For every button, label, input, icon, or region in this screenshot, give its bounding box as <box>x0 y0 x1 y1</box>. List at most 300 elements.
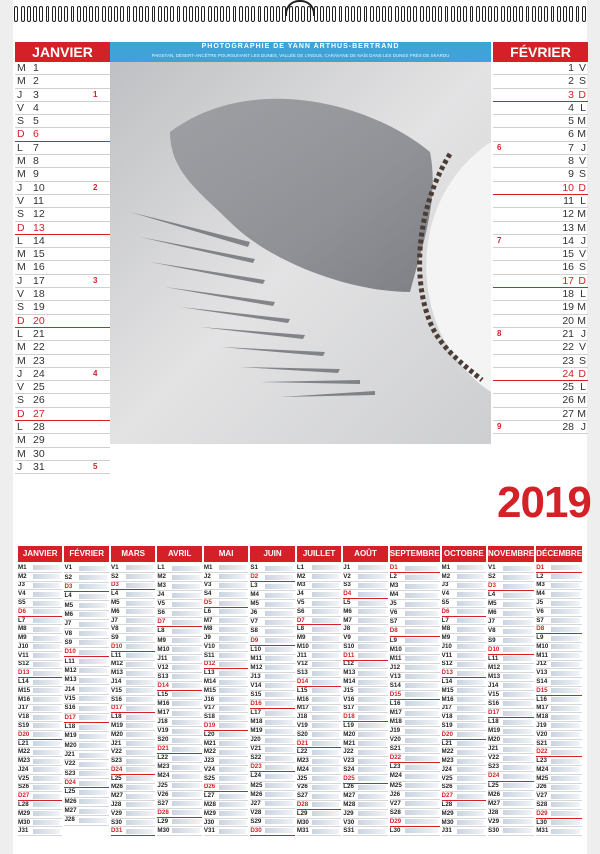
day-cell[interactable] <box>111 748 155 757</box>
day-cell[interactable] <box>390 772 440 781</box>
day-row[interactable] <box>493 155 588 168</box>
day-cell[interactable] <box>442 784 486 793</box>
day-cell[interactable] <box>343 731 387 740</box>
day-cell[interactable] <box>111 669 155 678</box>
day-cell[interactable] <box>343 617 387 626</box>
day-cell[interactable] <box>18 661 62 670</box>
day-cell[interactable] <box>18 573 62 582</box>
day-row[interactable] <box>15 222 110 235</box>
day-row[interactable] <box>15 341 110 354</box>
day-cell[interactable] <box>64 648 108 657</box>
day-cell[interactable] <box>488 682 534 691</box>
day-cell[interactable] <box>536 705 582 714</box>
day-cell[interactable] <box>343 722 387 731</box>
day-cell[interactable] <box>343 678 387 687</box>
day-cell[interactable] <box>390 800 440 809</box>
day-cell[interactable] <box>536 669 582 678</box>
day-cell[interactable] <box>111 775 155 784</box>
day-cell[interactable] <box>536 810 582 819</box>
day-cell[interactable] <box>488 627 534 636</box>
day-row[interactable] <box>15 248 110 261</box>
day-row[interactable] <box>493 315 588 328</box>
day-cell[interactable] <box>204 784 248 793</box>
day-cell[interactable] <box>442 827 486 836</box>
day-row[interactable] <box>15 381 110 394</box>
day-cell[interactable] <box>18 784 62 793</box>
day-row[interactable] <box>15 355 110 368</box>
day-cell[interactable] <box>18 766 62 775</box>
day-cell[interactable] <box>297 819 341 828</box>
day-cell[interactable] <box>488 609 534 618</box>
day-cell[interactable] <box>64 760 108 769</box>
day-cell[interactable] <box>250 700 294 709</box>
day-cell[interactable] <box>343 590 387 599</box>
day-row[interactable] <box>15 235 110 248</box>
day-row[interactable] <box>15 461 110 474</box>
day-cell[interactable] <box>343 766 387 775</box>
day-cell[interactable] <box>442 669 486 678</box>
day-row[interactable] <box>15 62 110 75</box>
day-cell[interactable] <box>204 705 248 714</box>
day-cell[interactable] <box>250 736 294 745</box>
day-cell[interactable] <box>111 634 155 643</box>
day-cell[interactable] <box>297 827 341 836</box>
day-cell[interactable] <box>442 801 486 810</box>
day-cell[interactable] <box>390 809 440 818</box>
day-cell[interactable] <box>343 748 387 757</box>
day-cell[interactable] <box>488 791 534 800</box>
day-cell[interactable] <box>488 673 534 682</box>
day-cell[interactable] <box>64 676 108 685</box>
day-cell[interactable] <box>204 827 248 836</box>
day-cell[interactable] <box>488 718 534 727</box>
day-row[interactable] <box>15 182 110 195</box>
day-cell[interactable] <box>204 687 248 696</box>
day-cell[interactable] <box>390 700 440 709</box>
day-cell[interactable] <box>297 801 341 810</box>
day-cell[interactable] <box>390 673 440 682</box>
day-row[interactable] <box>493 89 588 102</box>
day-cell[interactable] <box>250 627 294 636</box>
day-cell[interactable] <box>157 754 201 763</box>
day-row[interactable] <box>493 341 588 354</box>
day-cell[interactable] <box>111 766 155 775</box>
day-cell[interactable] <box>64 788 108 797</box>
day-cell[interactable] <box>250 782 294 791</box>
day-row[interactable] <box>493 328 588 341</box>
day-cell[interactable] <box>536 722 582 731</box>
day-cell[interactable] <box>18 810 62 819</box>
day-cell[interactable] <box>488 691 534 700</box>
day-cell[interactable] <box>64 685 108 694</box>
day-cell[interactable] <box>157 763 201 772</box>
day-row[interactable] <box>493 115 588 128</box>
day-cell[interactable] <box>343 775 387 784</box>
day-cell[interactable] <box>536 661 582 670</box>
day-cell[interactable] <box>111 582 155 591</box>
day-cell[interactable] <box>111 713 155 722</box>
day-cell[interactable] <box>390 754 440 763</box>
day-cell[interactable] <box>488 818 534 827</box>
day-cell[interactable] <box>488 582 534 591</box>
day-cell[interactable] <box>442 819 486 828</box>
day-cell[interactable] <box>64 667 108 676</box>
day-cell[interactable] <box>64 807 108 816</box>
day-cell[interactable] <box>64 592 108 601</box>
day-cell[interactable] <box>297 634 341 643</box>
day-cell[interactable] <box>111 573 155 582</box>
day-cell[interactable] <box>297 784 341 793</box>
day-row[interactable] <box>15 75 110 88</box>
day-cell[interactable] <box>250 573 294 582</box>
day-cell[interactable] <box>343 784 387 793</box>
day-cell[interactable] <box>488 772 534 781</box>
day-cell[interactable] <box>442 643 486 652</box>
day-cell[interactable] <box>18 652 62 661</box>
day-cell[interactable] <box>157 800 201 809</box>
day-cell[interactable] <box>343 608 387 617</box>
day-cell[interactable] <box>390 582 440 591</box>
day-cell[interactable] <box>390 646 440 655</box>
day-cell[interactable] <box>64 620 108 629</box>
day-cell[interactable] <box>390 591 440 600</box>
day-cell[interactable] <box>442 713 486 722</box>
day-cell[interactable] <box>390 618 440 627</box>
day-cell[interactable] <box>18 634 62 643</box>
day-cell[interactable] <box>390 818 440 827</box>
day-cell[interactable] <box>111 696 155 705</box>
day-cell[interactable] <box>343 625 387 634</box>
day-cell[interactable] <box>297 573 341 582</box>
day-cell[interactable] <box>18 792 62 801</box>
day-cell[interactable] <box>250 682 294 691</box>
day-cell[interactable] <box>18 643 62 652</box>
day-cell[interactable] <box>250 791 294 800</box>
day-cell[interactable] <box>297 652 341 661</box>
day-cell[interactable] <box>204 590 248 599</box>
day-cell[interactable] <box>343 669 387 678</box>
day-cell[interactable] <box>111 661 155 670</box>
day-cell[interactable] <box>536 819 582 828</box>
day-cell[interactable] <box>157 682 201 691</box>
day-cell[interactable] <box>390 664 440 673</box>
day-row[interactable] <box>493 261 588 274</box>
day-cell[interactable] <box>488 745 534 754</box>
day-cell[interactable] <box>488 618 534 627</box>
day-row[interactable] <box>15 261 110 274</box>
day-row[interactable] <box>15 315 110 328</box>
day-row[interactable] <box>493 288 588 301</box>
day-row[interactable] <box>15 394 110 407</box>
day-cell[interactable] <box>64 723 108 732</box>
day-cell[interactable] <box>536 792 582 801</box>
day-cell[interactable] <box>157 809 201 818</box>
day-cell[interactable] <box>536 748 582 757</box>
day-cell[interactable] <box>64 732 108 741</box>
day-row[interactable] <box>493 222 588 235</box>
day-row[interactable] <box>493 394 588 407</box>
day-row[interactable] <box>493 235 588 248</box>
day-cell[interactable] <box>157 582 201 591</box>
day-row[interactable] <box>493 368 588 381</box>
day-row[interactable] <box>493 75 588 88</box>
day-cell[interactable] <box>297 564 341 573</box>
day-cell[interactable] <box>488 655 534 664</box>
day-cell[interactable] <box>204 766 248 775</box>
day-cell[interactable] <box>18 775 62 784</box>
day-cell[interactable] <box>343 819 387 828</box>
day-cell[interactable] <box>343 740 387 749</box>
day-cell[interactable] <box>390 782 440 791</box>
day-cell[interactable] <box>442 661 486 670</box>
day-cell[interactable] <box>111 731 155 740</box>
day-row[interactable] <box>15 288 110 301</box>
day-cell[interactable] <box>390 600 440 609</box>
day-cell[interactable] <box>18 564 62 573</box>
day-cell[interactable] <box>488 709 534 718</box>
day-cell[interactable] <box>343 643 387 652</box>
day-cell[interactable] <box>250 591 294 600</box>
day-cell[interactable] <box>297 696 341 705</box>
day-cell[interactable] <box>111 608 155 617</box>
day-cell[interactable] <box>204 617 248 626</box>
day-cell[interactable] <box>488 591 534 600</box>
day-cell[interactable] <box>390 609 440 618</box>
day-cell[interactable] <box>488 800 534 809</box>
day-cell[interactable] <box>390 745 440 754</box>
day-cell[interactable] <box>488 646 534 655</box>
day-row[interactable] <box>493 182 588 195</box>
day-cell[interactable] <box>157 691 201 700</box>
day-cell[interactable] <box>111 792 155 801</box>
day-cell[interactable] <box>18 819 62 828</box>
day-cell[interactable] <box>297 669 341 678</box>
day-cell[interactable] <box>390 709 440 718</box>
day-cell[interactable] <box>111 590 155 599</box>
day-cell[interactable] <box>297 740 341 749</box>
day-cell[interactable] <box>297 731 341 740</box>
day-cell[interactable] <box>204 757 248 766</box>
day-row[interactable] <box>493 408 588 421</box>
day-cell[interactable] <box>18 599 62 608</box>
day-cell[interactable] <box>111 801 155 810</box>
day-cell[interactable] <box>111 810 155 819</box>
day-cell[interactable] <box>343 792 387 801</box>
day-cell[interactable] <box>204 599 248 608</box>
day-cell[interactable] <box>297 643 341 652</box>
day-row[interactable] <box>493 381 588 394</box>
day-cell[interactable] <box>204 740 248 749</box>
day-cell[interactable] <box>297 590 341 599</box>
day-row[interactable] <box>15 102 110 115</box>
day-cell[interactable] <box>157 591 201 600</box>
day-cell[interactable] <box>18 731 62 740</box>
day-cell[interactable] <box>343 634 387 643</box>
day-cell[interactable] <box>536 827 582 836</box>
day-cell[interactable] <box>18 678 62 687</box>
day-row[interactable] <box>15 368 110 381</box>
day-cell[interactable] <box>536 573 582 582</box>
day-cell[interactable] <box>204 608 248 617</box>
day-cell[interactable] <box>18 617 62 626</box>
day-cell[interactable] <box>442 792 486 801</box>
day-cell[interactable] <box>250 809 294 818</box>
day-cell[interactable] <box>390 736 440 745</box>
day-cell[interactable] <box>64 704 108 713</box>
day-row[interactable] <box>15 421 110 434</box>
day-cell[interactable] <box>250 564 294 573</box>
day-cell[interactable] <box>64 583 108 592</box>
day-cell[interactable] <box>157 745 201 754</box>
day-cell[interactable] <box>297 792 341 801</box>
day-cell[interactable] <box>343 661 387 670</box>
day-cell[interactable] <box>157 564 201 573</box>
day-cell[interactable] <box>111 705 155 714</box>
day-cell[interactable] <box>157 627 201 636</box>
day-cell[interactable] <box>157 637 201 646</box>
day-cell[interactable] <box>64 657 108 666</box>
day-cell[interactable] <box>390 791 440 800</box>
day-cell[interactable] <box>343 564 387 573</box>
day-row[interactable] <box>15 328 110 341</box>
day-cell[interactable] <box>390 718 440 727</box>
day-cell[interactable] <box>536 757 582 766</box>
day-cell[interactable] <box>442 599 486 608</box>
day-cell[interactable] <box>442 652 486 661</box>
day-row[interactable] <box>15 128 110 141</box>
day-row[interactable] <box>15 208 110 221</box>
day-cell[interactable] <box>157 827 201 836</box>
day-cell[interactable] <box>204 713 248 722</box>
day-cell[interactable] <box>111 687 155 696</box>
day-cell[interactable] <box>111 827 155 836</box>
day-cell[interactable] <box>204 661 248 670</box>
day-cell[interactable] <box>343 810 387 819</box>
day-cell[interactable] <box>442 731 486 740</box>
day-cell[interactable] <box>157 609 201 618</box>
day-cell[interactable] <box>343 696 387 705</box>
day-cell[interactable] <box>157 709 201 718</box>
day-cell[interactable] <box>204 775 248 784</box>
day-cell[interactable] <box>18 740 62 749</box>
day-cell[interactable] <box>442 696 486 705</box>
day-cell[interactable] <box>536 696 582 705</box>
day-cell[interactable] <box>18 608 62 617</box>
day-cell[interactable] <box>250 718 294 727</box>
day-cell[interactable] <box>64 601 108 610</box>
day-cell[interactable] <box>297 599 341 608</box>
day-cell[interactable] <box>390 564 440 573</box>
day-cell[interactable] <box>442 608 486 617</box>
day-cell[interactable] <box>442 757 486 766</box>
day-row[interactable] <box>15 448 110 461</box>
day-row[interactable] <box>15 142 110 155</box>
day-cell[interactable] <box>343 582 387 591</box>
day-cell[interactable] <box>111 757 155 766</box>
day-cell[interactable] <box>111 652 155 661</box>
day-cell[interactable] <box>536 784 582 793</box>
day-cell[interactable] <box>297 617 341 626</box>
day-cell[interactable] <box>536 599 582 608</box>
day-cell[interactable] <box>157 791 201 800</box>
day-cell[interactable] <box>390 691 440 700</box>
day-cell[interactable] <box>204 696 248 705</box>
day-cell[interactable] <box>250 582 294 591</box>
day-cell[interactable] <box>157 655 201 664</box>
day-cell[interactable] <box>390 655 440 664</box>
day-cell[interactable] <box>157 673 201 682</box>
day-cell[interactable] <box>64 751 108 760</box>
day-cell[interactable] <box>536 687 582 696</box>
day-cell[interactable] <box>204 652 248 661</box>
day-cell[interactable] <box>488 809 534 818</box>
day-cell[interactable] <box>250 754 294 763</box>
day-cell[interactable] <box>442 740 486 749</box>
day-cell[interactable] <box>157 600 201 609</box>
day-cell[interactable] <box>343 573 387 582</box>
day-cell[interactable] <box>297 625 341 634</box>
day-cell[interactable] <box>536 564 582 573</box>
day-cell[interactable] <box>488 727 534 736</box>
day-cell[interactable] <box>536 740 582 749</box>
day-cell[interactable] <box>536 775 582 784</box>
day-cell[interactable] <box>204 792 248 801</box>
day-cell[interactable] <box>536 634 582 643</box>
day-cell[interactable] <box>18 757 62 766</box>
day-cell[interactable] <box>18 705 62 714</box>
day-cell[interactable] <box>18 590 62 599</box>
day-cell[interactable] <box>204 582 248 591</box>
day-cell[interactable] <box>536 731 582 740</box>
day-cell[interactable] <box>488 564 534 573</box>
day-cell[interactable] <box>157 736 201 745</box>
day-cell[interactable] <box>250 664 294 673</box>
day-cell[interactable] <box>297 687 341 696</box>
day-cell[interactable] <box>157 573 201 582</box>
day-cell[interactable] <box>343 687 387 696</box>
day-cell[interactable] <box>250 763 294 772</box>
day-cell[interactable] <box>250 772 294 781</box>
day-cell[interactable] <box>442 582 486 591</box>
day-cell[interactable] <box>442 678 486 687</box>
day-row[interactable] <box>493 195 588 208</box>
day-cell[interactable] <box>250 637 294 646</box>
day-cell[interactable] <box>64 714 108 723</box>
day-cell[interactable] <box>442 748 486 757</box>
day-cell[interactable] <box>442 766 486 775</box>
day-row[interactable] <box>15 115 110 128</box>
day-cell[interactable] <box>18 827 62 836</box>
day-cell[interactable] <box>250 745 294 754</box>
day-cell[interactable] <box>536 801 582 810</box>
day-cell[interactable] <box>64 611 108 620</box>
day-cell[interactable] <box>488 763 534 772</box>
day-cell[interactable] <box>18 748 62 757</box>
day-cell[interactable] <box>64 779 108 788</box>
day-row[interactable] <box>15 195 110 208</box>
day-cell[interactable] <box>536 617 582 626</box>
day-cell[interactable] <box>343 757 387 766</box>
day-cell[interactable] <box>297 608 341 617</box>
day-cell[interactable] <box>343 652 387 661</box>
day-cell[interactable] <box>297 582 341 591</box>
day-cell[interactable] <box>442 634 486 643</box>
day-cell[interactable] <box>488 664 534 673</box>
day-cell[interactable] <box>250 709 294 718</box>
day-cell[interactable] <box>111 784 155 793</box>
day-row[interactable] <box>15 155 110 168</box>
day-cell[interactable] <box>488 754 534 763</box>
